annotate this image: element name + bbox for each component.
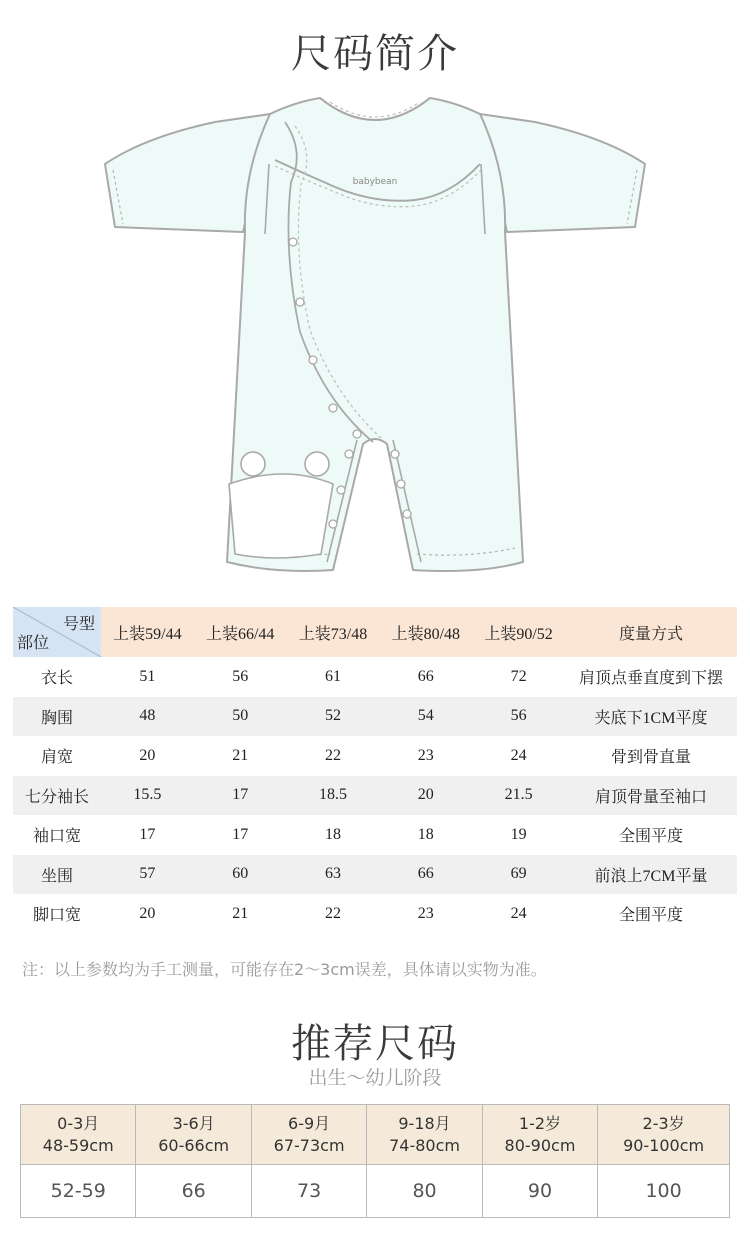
measure-method: 骨到骨直量: [610, 749, 691, 767]
table-cell: 17: [232, 786, 249, 804]
height-range: 74-80cm: [389, 1135, 460, 1155]
table-cell: 20: [139, 746, 156, 764]
table-cell: 52: [324, 707, 341, 725]
measure-method: 全围平度: [618, 828, 683, 846]
table-cell: 72: [510, 667, 527, 685]
recommended-size: 66: [136, 1165, 251, 1218]
table-cell: 48: [139, 707, 156, 725]
corner-part-label: 部位: [17, 635, 50, 652]
table-cell: 24: [510, 746, 527, 764]
table-cell: 15.5: [133, 786, 162, 804]
age-range: 9-18月: [398, 1113, 451, 1133]
corner-size-label: 号型: [62, 616, 95, 633]
height-range: 60-66cm: [158, 1135, 230, 1155]
table-cell: 20: [139, 904, 156, 922]
recommend-header-row: [21, 1105, 730, 1165]
table-cell: 20: [417, 786, 434, 804]
table-cell: 21: [232, 904, 249, 922]
table-row: [13, 657, 737, 697]
part-name: 坐围: [40, 867, 73, 885]
measure-method: 肩顶骨量至袖口: [594, 788, 707, 806]
table-cell: 19: [510, 825, 527, 843]
recommended-size: 100: [598, 1165, 730, 1218]
romper-illustration: [95, 92, 655, 582]
measure-method: 肩顶点垂直度到下摆: [578, 670, 723, 688]
measure-method: 全围平度: [618, 907, 683, 925]
table-cell: 57: [139, 865, 156, 883]
part-name: 脚口宽: [32, 907, 81, 925]
recommended-size: 90: [482, 1165, 597, 1218]
table-cell: 23: [417, 904, 434, 922]
table-cell: 18: [417, 825, 434, 843]
table-cell: 18.5: [318, 786, 347, 804]
recommended-size: 73: [251, 1165, 366, 1218]
age-range: 3-6月: [172, 1113, 215, 1133]
height-range: 80-90cm: [504, 1135, 576, 1155]
age-range-cell: [598, 1105, 730, 1165]
table-cell: 21.5: [504, 786, 533, 804]
age-range-cell: [251, 1105, 366, 1165]
age-range-cell: [482, 1105, 597, 1165]
recommended-size: 52-59: [21, 1165, 136, 1218]
height-range: 67-73cm: [273, 1135, 345, 1155]
table-cell: 56: [232, 667, 249, 685]
column-header: 上装59/44: [113, 625, 182, 643]
table-cell: 23: [417, 746, 434, 764]
age-range: 0-3月: [57, 1113, 100, 1133]
column-header: 上装90/52: [484, 625, 553, 643]
age-range-cell: [136, 1105, 251, 1165]
table-row: [13, 776, 737, 816]
recommend-size-row: [21, 1165, 730, 1218]
part-name: 衣长: [40, 670, 73, 688]
table-cell: 21: [232, 746, 249, 764]
size-table-header: [13, 607, 737, 657]
brand-logo: babybean: [352, 177, 398, 187]
part-name: 肩宽: [40, 749, 73, 767]
table-cell: 17: [139, 825, 156, 843]
age-range-cell: [21, 1105, 136, 1165]
part-name: 袖口宽: [32, 828, 81, 846]
table-row: [13, 736, 737, 776]
table-cell: 56: [510, 707, 527, 725]
measurement-note: 注：以上参数均为手工测量，可能存在2～3cm误差，具体请以实物为准。: [22, 960, 547, 979]
table-cell: 18: [324, 825, 341, 843]
table-cell: 54: [417, 707, 434, 725]
column-header: 上装73/48: [298, 625, 368, 643]
table-cell: 22: [324, 904, 341, 922]
part-name: 七分袖长: [24, 788, 89, 806]
column-header: 上装66/44: [205, 625, 275, 643]
table-cell: 61: [324, 667, 341, 685]
table-cell: 66: [417, 865, 434, 883]
age-range: 6-9月: [288, 1113, 331, 1133]
table-row: [13, 894, 737, 934]
table-corner: [13, 607, 101, 657]
height-range: 48-59cm: [42, 1135, 114, 1155]
age-range: 1-2岁: [518, 1113, 562, 1133]
size-intro-title: 尺码简介: [291, 31, 459, 77]
table-row: [13, 815, 737, 855]
table-cell: 60: [232, 865, 249, 883]
recommend-size-title: 推荐尺码: [291, 1021, 459, 1067]
table-cell: 66: [417, 667, 434, 685]
table-cell: 63: [324, 865, 341, 883]
recommended-size: 80: [367, 1165, 482, 1218]
table-cell: 22: [324, 746, 341, 764]
height-range: 90-100cm: [623, 1135, 705, 1155]
measure-method: 夹底下1CM平度: [594, 709, 708, 727]
size-table: [13, 607, 737, 934]
table-cell: 24: [510, 904, 527, 922]
recommend-size-subtitle: 出生～幼儿阶段: [308, 1067, 442, 1089]
table-cell: 50: [232, 707, 249, 725]
method-header: 度量方式: [565, 607, 737, 657]
table-row: [13, 697, 737, 737]
measure-method: 前浪上7CM平量: [594, 867, 708, 885]
table-cell: 51: [139, 667, 156, 685]
table-cell: 17: [232, 825, 249, 843]
table-row: [13, 855, 737, 895]
column-header: 上装80/48: [391, 625, 461, 643]
part-name: 胸围: [40, 709, 73, 727]
recommend-size-table: [20, 1104, 730, 1218]
age-range-cell: [367, 1105, 482, 1165]
table-cell: 69: [510, 865, 527, 883]
age-range: 2-3岁: [642, 1113, 685, 1133]
